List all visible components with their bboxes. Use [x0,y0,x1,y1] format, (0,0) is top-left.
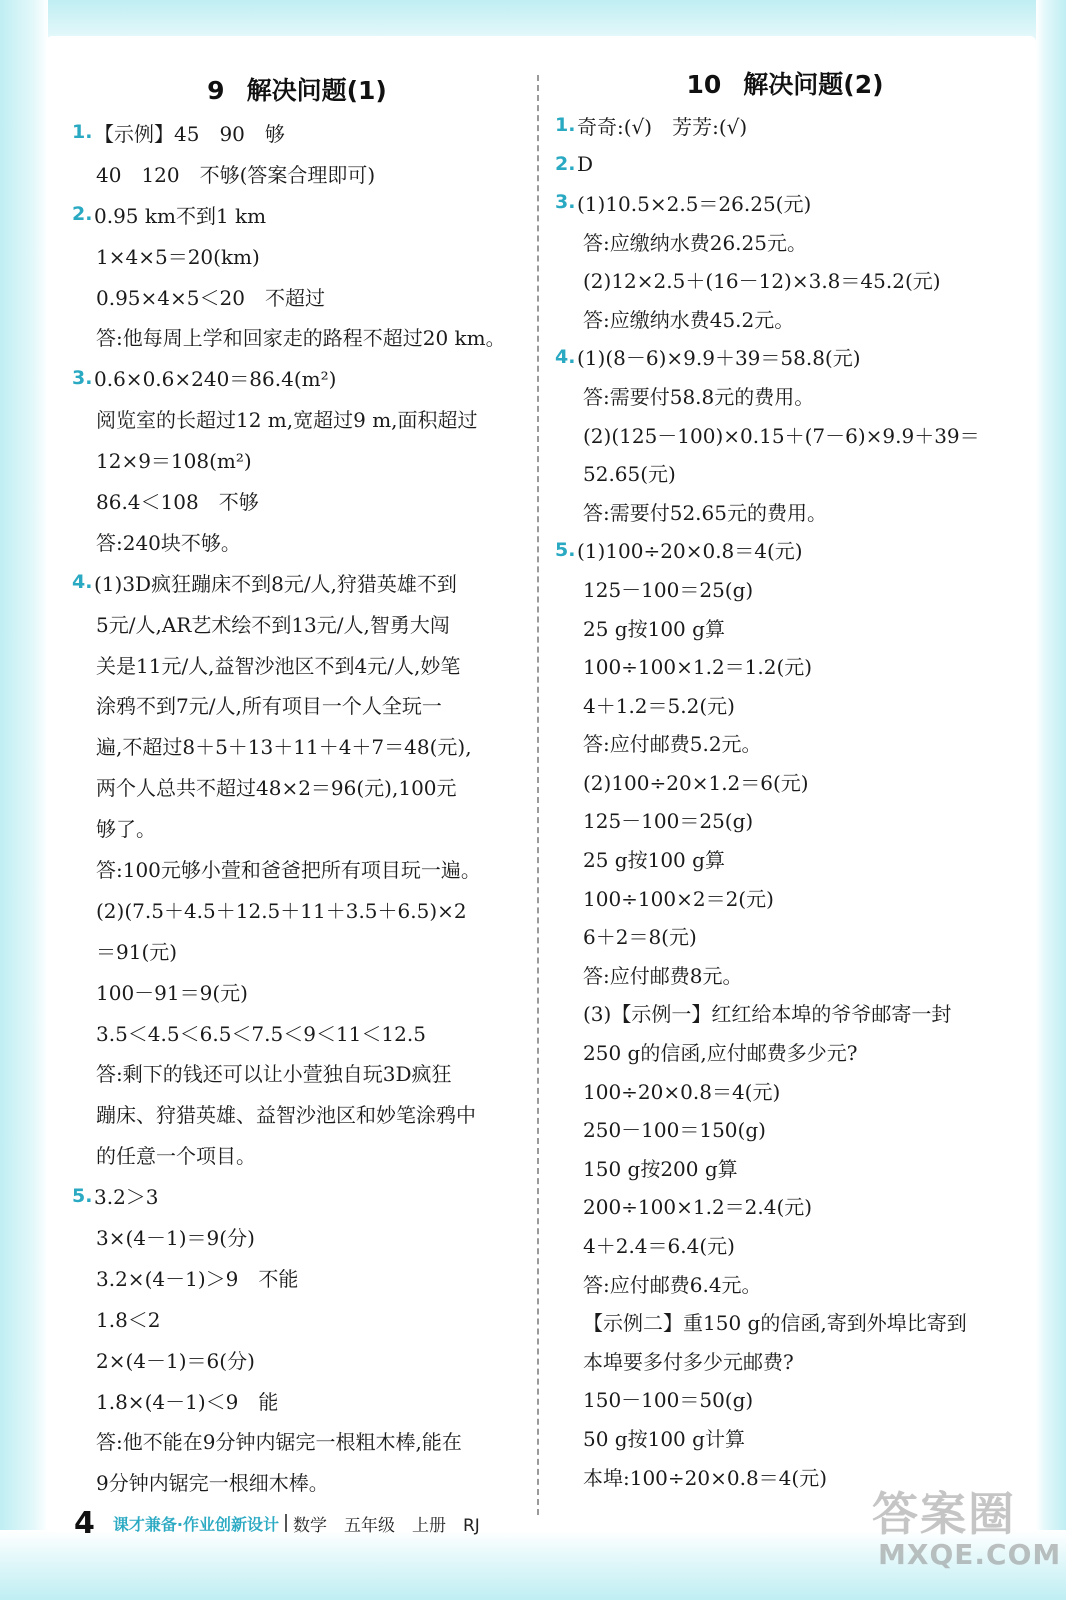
answer-line [72,480,522,521]
answer-line [555,1148,1015,1187]
line-text: 两个人总共不超过48×2＝96(元),100元 [96,776,457,801]
line-text: 125－100＝25(g) [583,809,754,834]
line-text: 0.6×0.6×240＝86.4(m²) [94,367,337,392]
answer-line [555,222,1015,261]
line-text: 本埠要多付多少元邮费? [583,1349,794,1374]
section-title-10 [555,66,1015,104]
answer-line [72,1134,522,1175]
answer-line [555,415,1015,454]
line-text: 0.95×4×5＜20 不超过 [96,285,325,310]
line-text: 4＋2.4＝6.4(元) [583,1234,735,1259]
answer-line [72,235,522,276]
answer-line [72,1093,522,1134]
line-text: 奇奇:(√) 芳芳:(√) [577,114,748,139]
footer-separator [285,1514,287,1532]
answer-line [555,492,1015,531]
question-number: 2. [72,203,93,226]
watermark-logo [872,1478,1062,1578]
line-text: 1×4×5＝20(km) [96,244,260,269]
page-border-left [0,0,48,1600]
answer-line [72,1461,522,1502]
answer-line [555,1032,1015,1071]
line-text: 6＋2＝8(元) [583,925,697,950]
question-line [72,194,522,235]
answer-line [555,453,1015,492]
answer-line [555,916,1015,955]
line-text: 答:需要付52.65元的费用。 [583,500,827,525]
line-text: (2)12×2.5＋(16－12)×3.8＝45.2(元) [583,269,941,294]
question-line [555,145,1015,184]
line-text: 52.65(元) [583,462,676,487]
line-text: 125－100＝25(g) [583,577,754,602]
answer-line [555,878,1015,917]
section-title-9 [72,72,522,110]
answer-line [72,889,522,930]
answer-line [555,299,1015,338]
line-text: 4＋1.2＝5.2(元) [583,693,735,718]
line-text: 涂鸦不到7元/人,所有项目一个人全玩一 [96,694,442,719]
line-text: 答:应缴纳水费26.25元。 [583,230,807,255]
line-text: 100－91＝9(元) [96,980,248,1005]
line-text: (1)(8－6)×9.9＋39＝58.8(元) [577,346,861,371]
question-line [555,338,1015,377]
answer-line [72,644,522,685]
answer-line [72,1298,522,1339]
answer-line [72,1052,522,1093]
subject-info: 数学 五年级 上册 RJ [292,1515,480,1536]
line-text: 答:应缴纳水费45.2元。 [583,307,795,332]
answer-line [555,1380,1015,1419]
line-text: D [577,151,594,176]
line-text: 200÷100×1.2＝2.4(元) [583,1195,813,1220]
line-text: 答:需要付58.8元的费用。 [583,384,815,409]
answer-line [555,1418,1015,1457]
line-text: 【示例二】重150 g的信函,寄到外埠比寄到 [583,1311,967,1336]
line-text: 150 g按200 g算 [583,1156,738,1181]
answer-line [555,839,1015,878]
line-text: 的任意一个项目。 [96,1144,256,1169]
line-text: 250－100＝150(g) [583,1118,766,1143]
line-text: 3.5＜4.5＜6.5＜7.5＜9＜11＜12.5 [96,1021,426,1046]
line-text: (2)100÷20×1.2＝6(元) [583,770,809,795]
line-text: 答:240块不够。 [96,530,241,555]
answer-line [555,1264,1015,1303]
answer-line [555,1071,1015,1110]
line-text: 0.95 km不到1 km [94,203,267,228]
left-column [72,72,522,1502]
line-text: 250 g的信函,应付邮费多少元? [583,1041,858,1066]
line-text: 答:100元够小萱和爸爸把所有项目玩一遍。 [96,857,481,882]
line-text: 答:剩下的钱还可以让小萱独自玩3D疯狂 [96,1062,452,1087]
line-text: 50 g按100 g计算 [583,1426,745,1451]
line-text: 答:应付邮费5.2元。 [583,732,762,757]
answer-line [72,971,522,1012]
answer-line [555,762,1015,801]
page-footer [74,1500,480,1546]
answer-line [72,316,522,357]
answer-line [72,1012,522,1053]
question-number: 3. [555,191,576,214]
brand-name: 课才兼备·作业创新设计 [112,1514,279,1534]
question-number: 4. [72,571,93,594]
column-divider [537,75,539,1515]
line-text: 25 g按100 g算 [583,616,725,641]
line-text: 遍,不超过8＋5＋13＋11＋4＋7＝48(元), [96,735,472,760]
line-text: 3.2＞3 [94,1185,159,1210]
question-line [555,531,1015,570]
question-line [555,183,1015,222]
answer-line [555,685,1015,724]
answer-line [555,1341,1015,1380]
question-number: 5. [555,538,576,561]
section-title-text: 解决问题(1) [246,76,387,105]
answer-line [555,260,1015,299]
answer-line [72,725,522,766]
line-text: 86.4＜108 不够 [96,489,259,514]
line-text: 9分钟内锯完一根细木棒。 [96,1471,329,1496]
section-number: 10 [686,70,722,99]
answer-line [555,1187,1015,1226]
answer-line [72,1216,522,1257]
section-number: 9 [207,76,225,105]
line-text: 100÷20×0.8＝4(元) [583,1079,781,1104]
answer-line [72,766,522,807]
line-text: 3.2×(4－1)＞9 不能 [96,1266,299,1291]
line-text: 够了。 [96,817,156,842]
answer-line [555,994,1015,1033]
answer-line [72,439,522,480]
answer-line [72,276,522,317]
answer-line [555,955,1015,994]
line-text: 答:应付邮费6.4元。 [583,1272,762,1297]
question-line [555,106,1015,145]
answer-list-left [72,112,522,1502]
answer-line [72,848,522,889]
line-text: 蹦床、狩猎英雄、益智沙池区和妙笔涂鸦中 [96,1103,476,1128]
question-number: 1. [72,121,93,144]
answer-line [555,801,1015,840]
page-number: 4 [74,1505,95,1541]
line-text: 【示例】45 90 够 [94,121,285,146]
answer-line [555,1109,1015,1148]
answer-line [555,724,1015,763]
line-text: 答:他不能在9分钟内锯完一根粗木棒,能在 [96,1430,462,1455]
answer-line [555,608,1015,647]
line-text: 40 120 不够(答案合理即可) [96,162,376,187]
page-border-right [1036,0,1066,1600]
line-text: (2)(125－100)×0.15＋(7－6)×9.9＋39＝ [583,423,980,448]
line-text: 100÷100×1.2＝1.2(元) [583,655,813,680]
line-text: (2)(7.5＋4.5＋12.5＋11＋3.5＋6.5)×2 [96,898,467,923]
question-line [72,112,522,153]
line-text: (3)【示例一】红红给本埠的爷爷邮寄一封 [583,1002,952,1027]
watermark-text: 答案圈 [872,1487,1016,1541]
answer-line [72,1380,522,1421]
answer-line [555,646,1015,685]
line-text: 答:他每周上学和回家走的路程不超过20 km。 [96,326,506,351]
answer-line [72,1257,522,1298]
line-text: 1.8＜2 [96,1307,161,1332]
answer-line [555,1225,1015,1264]
answer-line [72,684,522,725]
line-text: 25 g按100 g算 [583,848,725,873]
watermark-url: MXQE.COM [878,1538,1062,1571]
question-number: 3. [72,366,93,389]
answer-line [72,930,522,971]
question-number: 4. [555,345,576,368]
line-text: 5元/人,AR艺术绘不到13元/人,智勇大闯 [96,612,450,637]
line-text: 150－100＝50(g) [583,1388,754,1413]
answer-line [72,603,522,644]
answer-list-right [555,106,1015,1495]
line-text: (1)10.5×2.5＝26.25(元) [577,191,812,216]
line-text: ＝91(元) [96,939,178,964]
line-text: 3×(4－1)＝9(分) [96,1225,255,1250]
line-text: 100÷100×2＝2(元) [583,886,774,911]
answer-line [72,1421,522,1462]
question-number: 5. [72,1184,93,1207]
question-number: 1. [555,114,576,137]
answer-line [72,521,522,562]
line-text: (1)3D疯狂蹦床不到8元/人,狩猎英雄不到 [94,571,457,596]
answer-line [72,1339,522,1380]
right-column [555,66,1015,1495]
line-text: 答:应付邮费8元。 [583,963,743,988]
question-line [72,357,522,398]
line-text: 2×(4－1)＝6(分) [96,1348,255,1373]
answer-line [72,153,522,194]
question-number: 2. [555,152,576,175]
answer-line [555,1302,1015,1341]
answer-line [555,376,1015,415]
line-text: 阅览室的长超过12 m,宽超过9 m,面积超过 [96,408,478,433]
answer-line [72,807,522,848]
section-title-text: 解决问题(2) [743,70,884,99]
question-line [72,562,522,603]
answer-line [555,569,1015,608]
answer-line [72,398,522,439]
line-text: (1)100÷20×0.8＝4(元) [577,539,803,564]
line-text: 本埠:100÷20×0.8＝4(元) [583,1465,828,1490]
line-text: 12×9＝108(m²) [96,449,252,474]
line-text: 1.8×(4－1)＜9 能 [96,1389,279,1414]
line-text: 关是11元/人,益智沙池区不到4元/人,妙笔 [96,653,461,678]
question-line [72,1175,522,1216]
